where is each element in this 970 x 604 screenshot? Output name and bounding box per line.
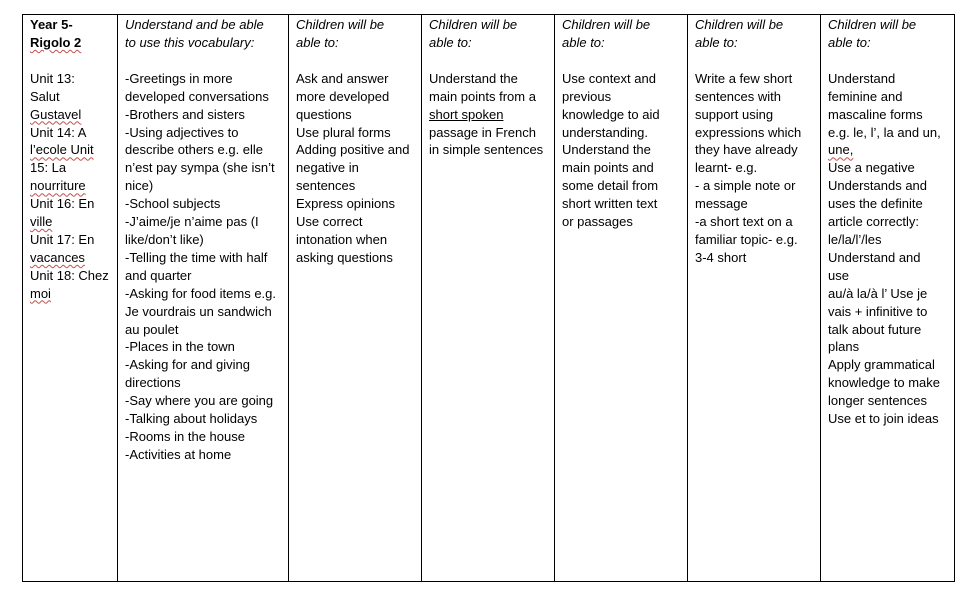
vocab-line: n’est pay sympa (she isn’t (125, 160, 275, 176)
column-header: able to: (429, 34, 472, 50)
column-header: able to: (828, 34, 871, 50)
vocab-line: -Places in the town (125, 339, 235, 355)
vocab-line: -Using adjectives to (125, 124, 239, 140)
skill-line: Understand and (828, 249, 921, 265)
column-header: to use this vocabulary: (125, 34, 255, 50)
unit-line: Gustavel (30, 106, 82, 122)
skill-line: mascaline forms (828, 106, 923, 122)
skill-line: talk about future (828, 321, 922, 337)
skill-line: Adding positive and (296, 142, 410, 158)
skill-line: e.g. le, l’, la and un, (828, 124, 941, 140)
vocab-line: -Asking for and giving (125, 357, 251, 373)
speaking-cell (289, 15, 422, 582)
vocab-line: -Greetings in more (125, 70, 233, 86)
reading-cell (555, 15, 688, 582)
vocabulary-cell (118, 15, 289, 582)
skill-line: knowledge to aid (562, 106, 660, 122)
year-title: Year 5- Rigolo 2 (30, 17, 82, 50)
column-header: Children will be (828, 17, 917, 32)
skill-line: le/la/l’/les (828, 231, 882, 247)
grammar-cell (821, 15, 955, 582)
skill-line: Understand the (429, 70, 518, 86)
skill-line: main points from a (429, 88, 536, 104)
skill-line: understanding. (562, 124, 649, 140)
skill-line: uses the definite (828, 196, 923, 212)
unit-line: Unit 16: En (30, 196, 95, 212)
skill-line: questions (296, 106, 352, 122)
vocab-line: -Talking about holidays (125, 411, 258, 427)
vocab-line: developed conversations (125, 88, 269, 104)
year-cell (23, 15, 118, 582)
skill-line: they have already (695, 142, 798, 158)
vocab-line: -Telling the time with half (125, 249, 268, 265)
skill-line: sentences (296, 178, 356, 194)
skill-line: short spoken (429, 106, 504, 122)
skill-line: 3-4 short (695, 249, 747, 265)
unit-line: 15: La (30, 160, 67, 176)
skill-line: -a short text on a (695, 214, 793, 230)
vocab-line: -Rooms in the house (125, 428, 245, 444)
unit-line: Salut (30, 88, 60, 104)
unit-line: Unit 18: Chez (30, 267, 109, 283)
skill-line: or passages (562, 214, 633, 230)
skill-line: au/à la/à l’ Use je (828, 285, 928, 301)
vocab-line: directions (125, 375, 181, 391)
skill-line: message (695, 196, 748, 212)
skill-line: short written text (562, 196, 658, 212)
column-header: able to: (695, 34, 738, 50)
skill-line: some detail from (562, 178, 659, 194)
column-header: able to: (562, 34, 605, 50)
unit-line: ville (30, 214, 53, 230)
skill-line: learnt- e.g. (695, 160, 758, 176)
vocab-line: -Asking for food items e.g. (125, 285, 277, 301)
skill-line: article correctly: (828, 214, 920, 230)
skill-line: Apply grammatical (828, 357, 935, 373)
column-header: Understand and be able (125, 17, 264, 32)
skill-line: Use context and (562, 70, 656, 86)
skill-line: Express opinions (296, 196, 395, 212)
skill-line: Use a negative (828, 160, 915, 176)
skill-line: intonation when (296, 231, 388, 247)
vocab-line: like/don’t like) (125, 231, 204, 247)
skill-line: main points and (562, 160, 654, 176)
skill-line: in simple sentences (429, 142, 544, 158)
skill-line: Understand (828, 70, 896, 86)
writing-cell (688, 15, 821, 582)
skill-line: support using (695, 106, 774, 122)
skill-line: - a simple note or (695, 178, 796, 194)
unit-line: Unit 17: En (30, 231, 95, 247)
vocab-line: -School subjects (125, 196, 221, 212)
table-row (23, 15, 955, 582)
vocab-line: describe others e.g. elle (125, 142, 264, 158)
skill-line: knowledge to make (828, 375, 941, 391)
skill-line: passage in French (429, 124, 536, 140)
skill-line: expressions which (695, 124, 802, 140)
curriculum-table (22, 14, 955, 582)
skill-line: use (828, 267, 849, 283)
skill-line: feminine and (828, 88, 903, 104)
vocab-line: -J’aime/je n’aime pas (I (125, 214, 259, 230)
skill-line: Understand the (562, 142, 651, 158)
skill-line: longer sentences (828, 393, 928, 409)
skill-line: sentences with (695, 88, 781, 104)
unit-line: l’ecole Unit (30, 142, 94, 158)
vocab-line: and quarter (125, 267, 192, 283)
skill-line: une, (828, 142, 854, 158)
column-header: Children will be (429, 17, 518, 32)
column-header: Children will be (695, 17, 784, 32)
skill-line: vais + infinitive to (828, 303, 928, 319)
skill-line: plans (828, 339, 860, 355)
skill-line: Use correct (296, 214, 363, 230)
column-header: Children will be (296, 17, 385, 32)
column-header: able to: (296, 34, 339, 50)
vocab-line: Je vourdrais un sandwich (125, 303, 272, 319)
unit-line: moi (30, 285, 51, 301)
skill-line: negative in (296, 160, 359, 176)
vocab-line: au poulet (125, 321, 179, 337)
skill-line: familiar topic- e.g. (695, 231, 798, 247)
column-header: Children will be (562, 17, 651, 32)
skill-line: more developed (296, 88, 390, 104)
skill-line: Write a few short (695, 70, 793, 86)
skill-line: Understands and (828, 178, 928, 194)
vocab-line: -Brothers and sisters (125, 106, 245, 122)
listening-cell (422, 15, 555, 582)
unit-line: vacances (30, 249, 85, 265)
vocab-line: nice) (125, 178, 154, 194)
unit-line: nourriture (30, 178, 86, 194)
vocab-line: -Say where you are going (125, 393, 274, 409)
skill-line: Ask and answer (296, 70, 389, 86)
unit-line: Unit 13: (30, 70, 75, 86)
vocab-line: -Activities at home (125, 446, 232, 462)
unit-line: Unit 14: A (30, 124, 87, 140)
skill-line: asking questions (296, 249, 393, 265)
skill-line: Use et to join ideas (828, 411, 939, 427)
skill-line: previous (562, 88, 612, 104)
skill-line: Use plural forms (296, 124, 391, 140)
